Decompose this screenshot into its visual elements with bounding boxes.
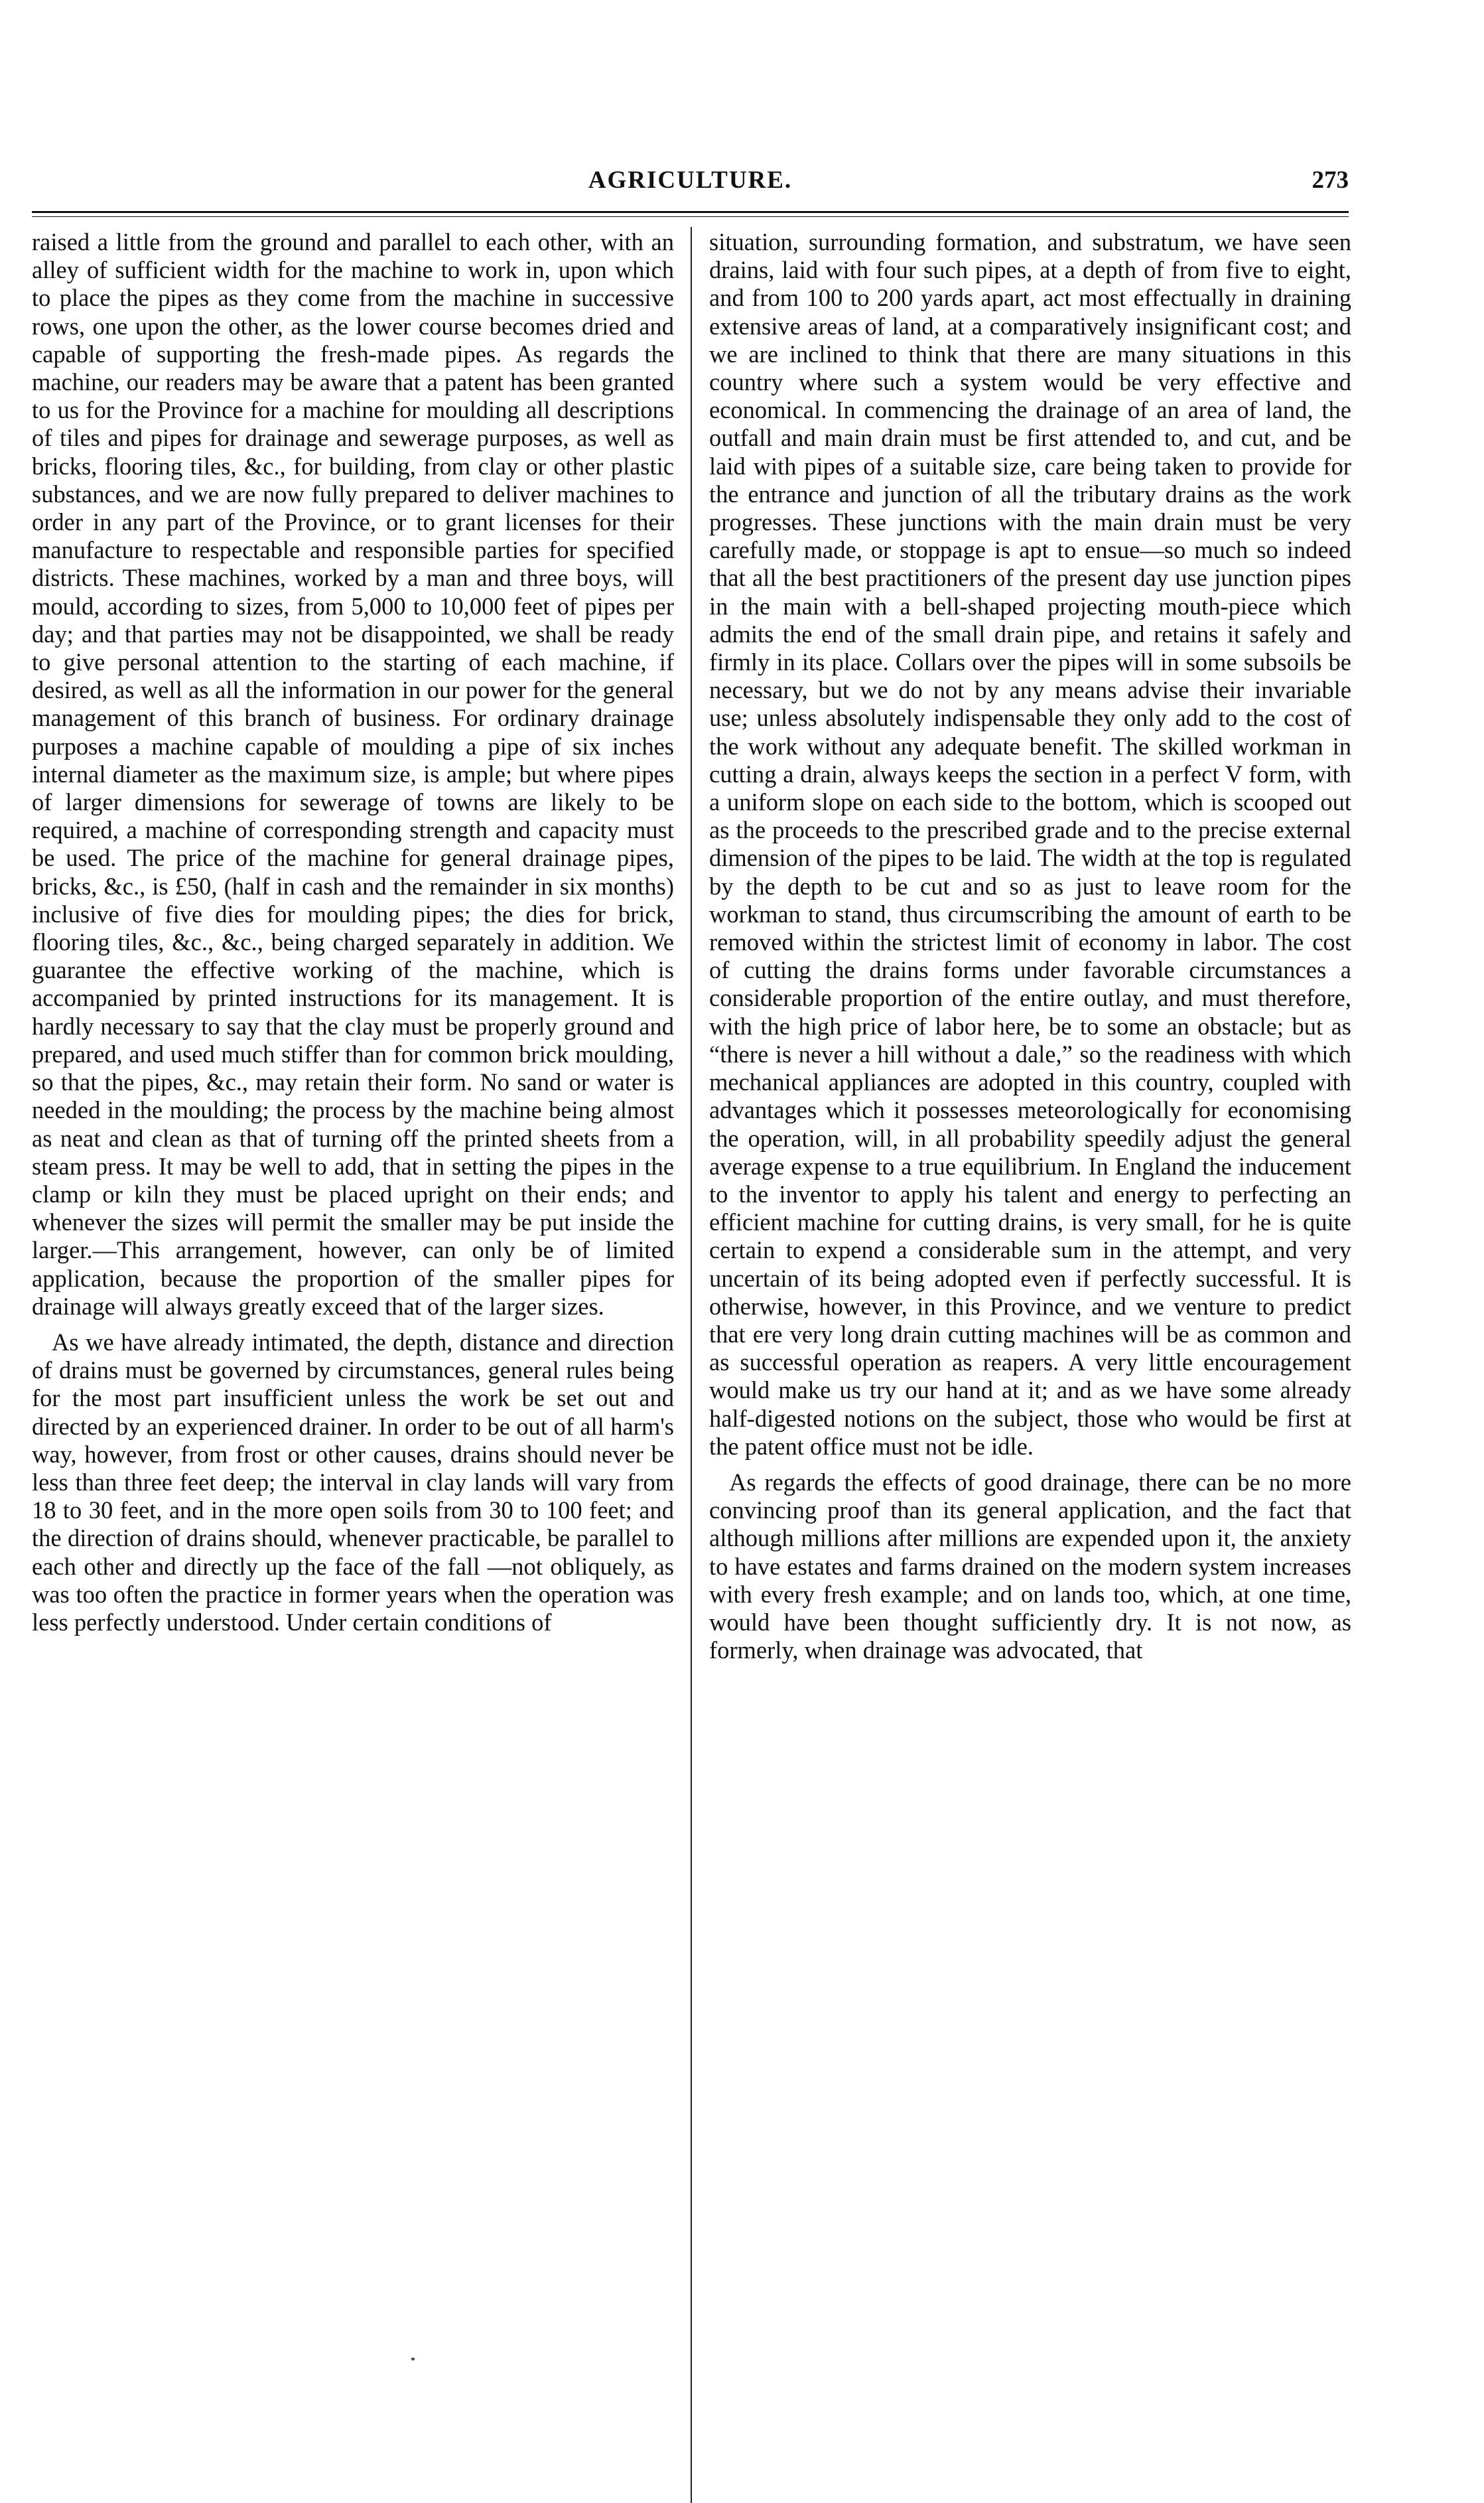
running-title: AGRICULTURE. xyxy=(588,167,793,194)
header-rule-thin xyxy=(32,216,1349,217)
left-paragraph-2: As we have already intimated, the depth, distance and direction of drains must be governed by circumstances, general rules being for the most part insufficient unless the work be set out and directed by an experienced drainer. In order to be out of all harm's way, however, from frost or other causes, drains should never be less than three feet deep; the interval in clay lands will vary from 18 to 30 feet, and in the more open soils from 30 to 100 feet; and the direction of drains should, whenever practicable, be parallel to each other and directly up the face of the fall —not obliquely, as was too often the practice in former years when the operation was less perfectly understood. Under certain conditions of xyxy=(32,1328,674,1636)
page-header xyxy=(32,166,1349,206)
page-number: 273 xyxy=(1312,167,1349,194)
right-paragraph-1: situation, surrounding formation, and substratum, we have seen drains, laid with four such pipes, at a depth of from five to eight, and from 100 to 200 yards apart, act most effectually in draining extensive areas of land, at a comparatively insignificant cost; and we are inclined to think that there are many situations in this country where such a system would be very effective and economical. In commencing the drainage of an area of land, the outfall and main drain must be first attended to, and cut, and be laid with pipes of a suitable size, care being taken to provide for the entrance and junction of all the tributary drains as the work progresses. These junctions with the main drain must be very carefully made, or stoppage is apt to ensue—so much so indeed that all the best practitioners of the present day use junction pipes in the main with a bell-shaped projecting mouth-piece which admits the end of the small drain pipe, and retains it safely and firmly in its place. Collars over the pipes will in some subsoils be necessary, but we do not by any means advise their invariable use; unless absolutely indispensable they only add to the cost of the work without any adequate benefit. The skilled workman in cutting a drain, always keeps the section in a perfect V form, with a uniform slope on each side to the bottom, which is scooped out as the proceeds to the prescribed grade and to the precise external dimension of the pipes to be laid. The width at the top is regulated by the depth to be cut and so as just to leave room for the workman to stand, thus circumscribing the amount of earth to be removed within the strictest limit of economy in labor. The cost of cutting the drains forms under favorable circumstances a considerable proportion of the entire outlay, and must therefore, with the high price of labor here, be to some an obstacle; but as “there is never a hill without a dale,” so the readiness with which mechanical appliances are adopted in this country, coupled with advantages which it possesses meteorologically for economising the operation, will, in all probability speedily adjust the general average expense to a true equilibrium. In England the inducement to the inventor to apply his talent and energy to perfecting an efficient machine for cutting drains, is very small, for he is quite certain to expend a considerable sum in the attempt, and very uncertain of its being adopted even if perfectly successful. It is otherwise, however, in this Province, and we venture to predict that ere very long drain cutting machines will be as common and as successful operation as reapers. A very little encouragement would make us try our hand at it; and as we have some already half-digested notions on the subject, those who would be first at the patent office must not be idle. xyxy=(709,228,1351,1460)
column-divider xyxy=(691,227,692,2503)
left-column xyxy=(32,228,674,1636)
right-column xyxy=(709,228,1351,1664)
right-paragraph-2: As regards the effects of good drainage, there can be no more convincing proof than its general application, and the fact that although millions after millions are expended upon it, the anxiety to have estates and farms drained on the modern system increases with every fresh example; and on lands too, which, at one time, would have been thought sufficiently dry. It is not now, as formerly, when drainage was advocated, that xyxy=(709,1468,1351,1664)
header-rule-thick xyxy=(32,211,1349,213)
left-paragraph-1: raised a little from the ground and parallel to each other, with an alley of sufficient width for the machine to work in, upon which to place the pipes as they come from the machine in successive rows, one upon the other, as the lower course becomes dried and capable of supporting the fresh-made pipes. As regards the machine, our readers may be aware that a patent has been granted to us for the Province for a machine for moulding all descriptions of tiles and pipes for drainage and sewerage purposes, as well as bricks, flooring tiles, &c., for building, from clay or other plastic substances, and we are now fully prepared to deliver machines to order in any part of the Province, or to grant licenses for their manufacture to respectable and responsible parties for specified districts. These machines, worked by a man and three boys, will mould, according to sizes, from 5,000 to 10,000 feet of pipes per day; and that parties may not be disappointed, we shall be ready to give personal attention to the starting of each machine, if desired, as well as all the information in our power for the general management of this branch of business. For ordinary drainage purposes a machine capable of moulding a pipe of six inches internal diameter as the maximum size, is ample; but where pipes of larger dimensions for sewerage of towns are likely to be required, a machine of corresponding strength and capacity must be used. The price of the machine for general drainage pipes, bricks, &c., is £50, (half in cash and the remainder in six months) inclusive of five dies for moulding pipes; the dies for brick, flooring tiles, &c., &c., being charged separately in addition. We guarantee the effective working of the machine, which is accompanied by printed instructions for its management. It is hardly necessary to say that the clay must be properly ground and prepared, and used much stiffer than for common brick moulding, so that the pipes, &c., may retain their form. No sand or water is needed in the moulding; the process by the machine being almost as neat and clean as that of turning off the printed sheets from a steam press. It may be well to add, that in setting the pipes in the clamp or kiln they must be placed upright on their ends; and whenever the sizes will permit the smaller may be put inside the larger.—This arrangement, however, can only be of limited application, because the proportion of the smaller pipes for drainage will always greatly exceed that of the larger sizes. xyxy=(32,228,674,1320)
stray-ink-mark xyxy=(411,2358,415,2360)
